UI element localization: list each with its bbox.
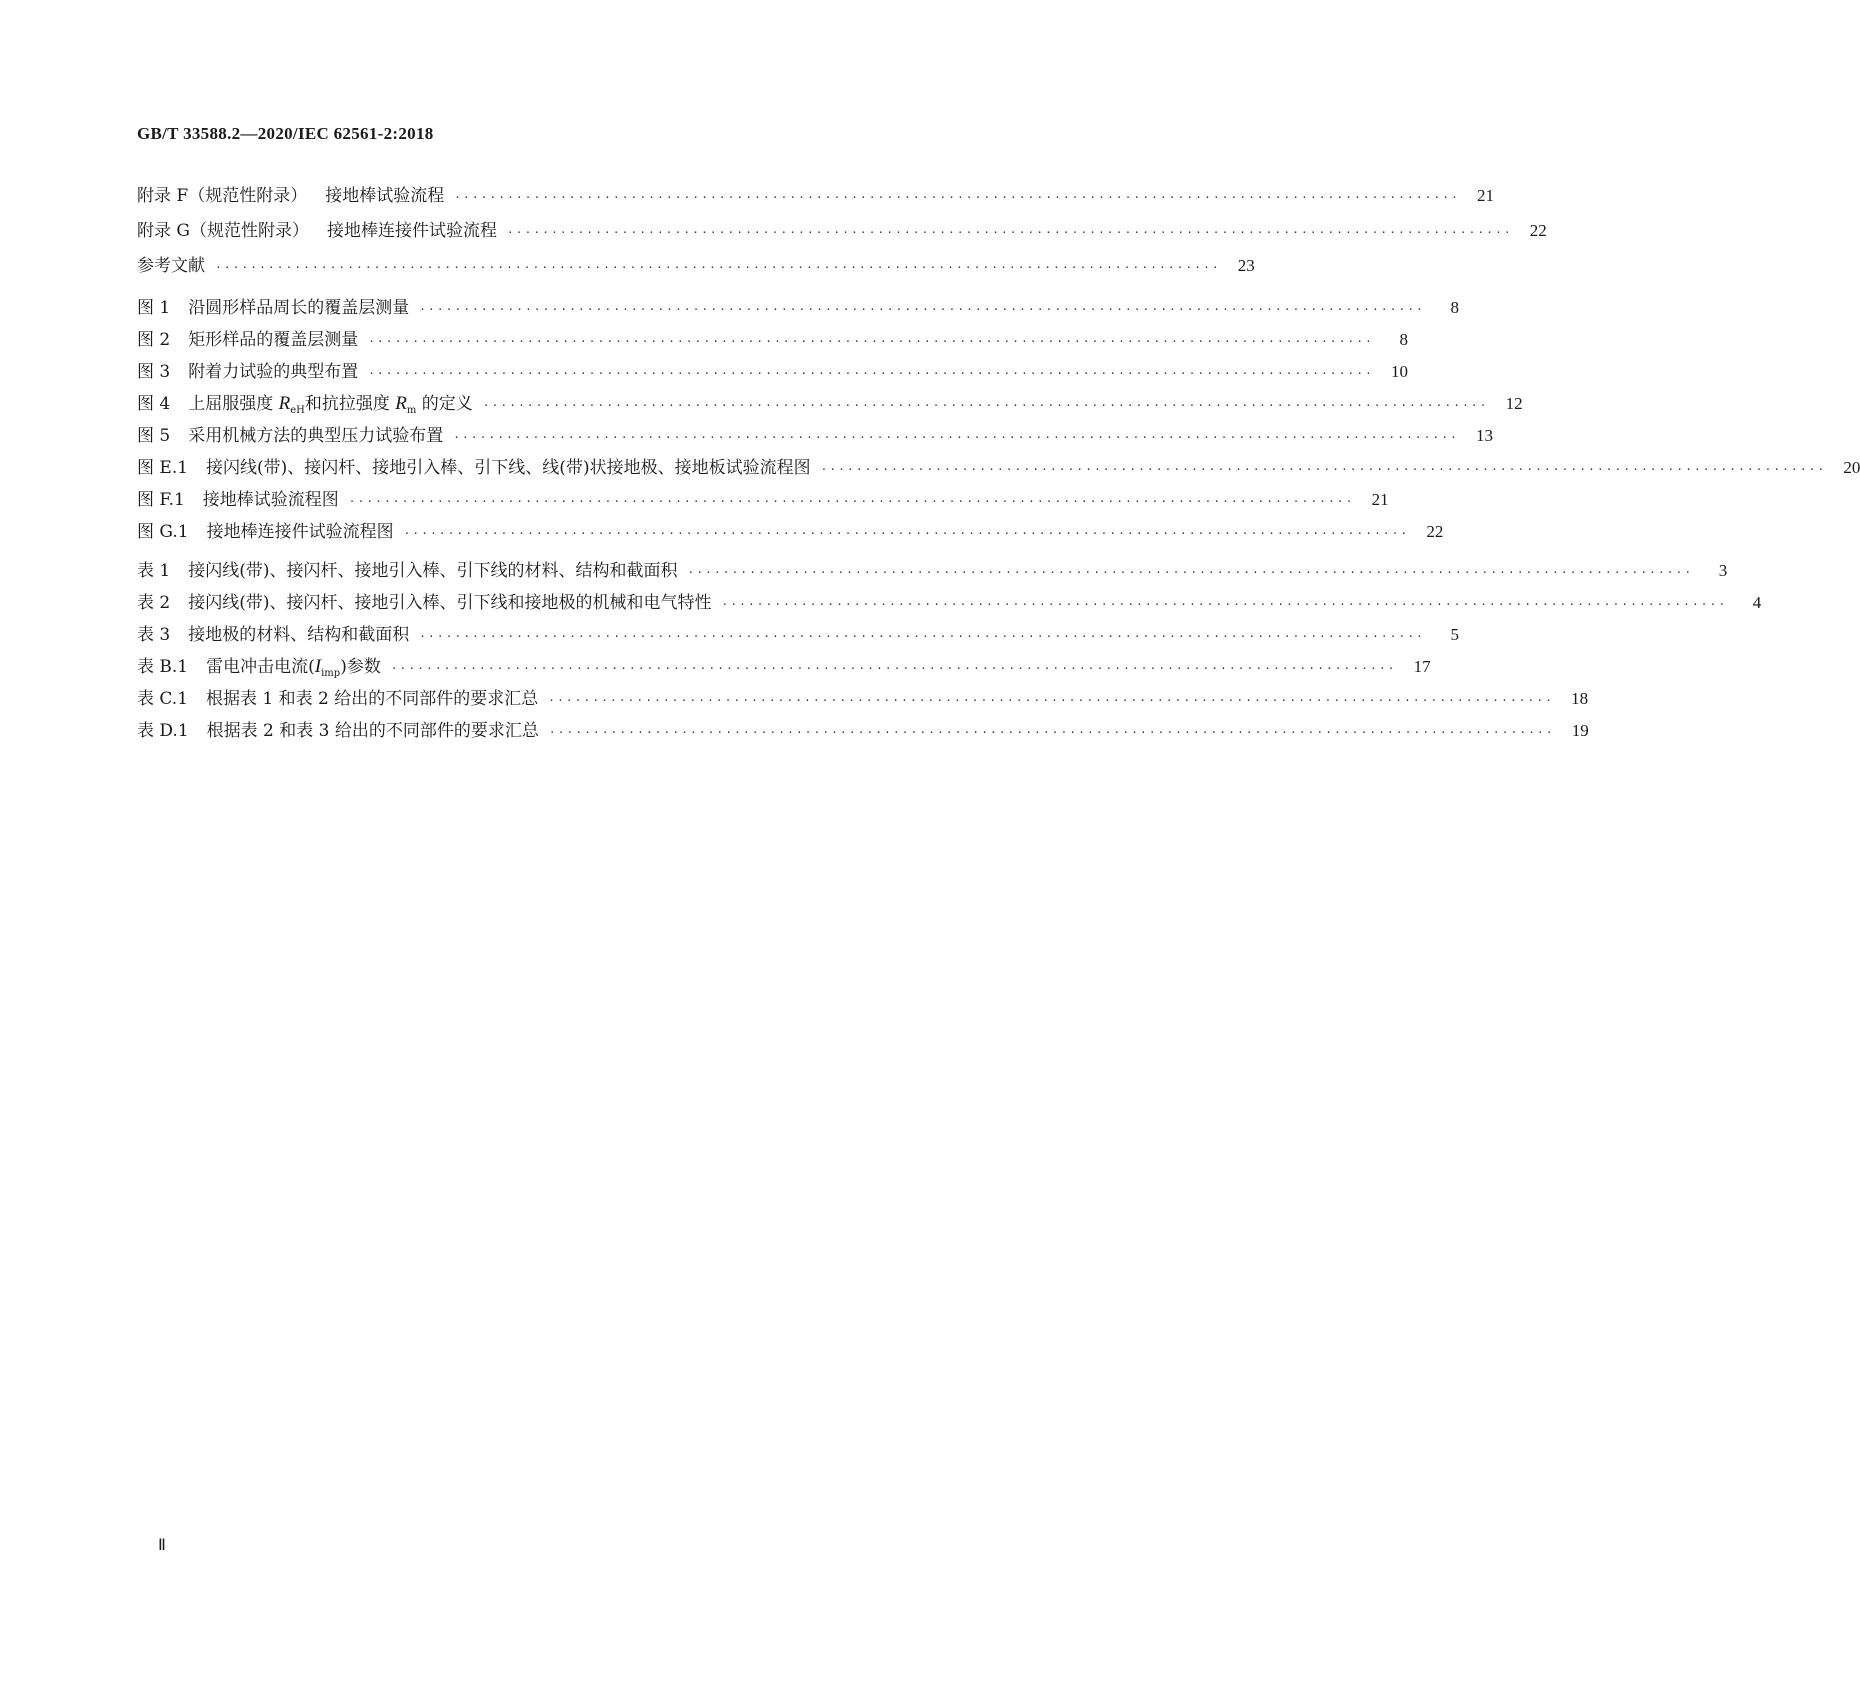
- page-number: 20: [1843, 458, 1860, 477]
- toc-entry-table-1[interactable]: [137, 555, 1728, 587]
- entry-code: 图 1: [137, 298, 171, 318]
- entry-title: 接地棒试验流程: [325, 186, 445, 206]
- footer-page-number: Ⅱ: [158, 1537, 166, 1554]
- toc-entry-appendix-g[interactable]: [137, 213, 1547, 248]
- entry-note: （规范性附录）: [189, 221, 309, 241]
- dot-leader: ··················································································································: [453, 431, 1460, 444]
- page-number: 13: [1476, 426, 1494, 445]
- page-number: 3: [1718, 561, 1728, 580]
- symbol-r: R: [278, 393, 291, 414]
- toc-entry-figure-4[interactable]: [137, 388, 1523, 420]
- page-number: 22: [1426, 522, 1444, 541]
- dot-leader: ··················································································································: [506, 226, 1513, 239]
- page-number: 5: [1450, 625, 1460, 644]
- toc-entry-table-3[interactable]: [137, 619, 1460, 651]
- dot-leader: ··················································································································: [820, 463, 1827, 476]
- dot-leader: ··················································································································: [368, 335, 1375, 348]
- symbol-i: I: [314, 656, 322, 677]
- toc-entry-figure-2[interactable]: [137, 324, 1409, 356]
- page-number: 4: [1752, 593, 1762, 612]
- toc-entry-figure-3[interactable]: [137, 356, 1409, 388]
- toc-appendix-list: [137, 178, 1547, 283]
- entry-code: 表 3: [137, 625, 171, 645]
- entry-title: 上屈服强度 $R_{eH}$和抗拉强度 $R_m$ 的定义: [188, 393, 473, 416]
- entry-title: 采用机械方法的典型压力试验布置: [188, 426, 444, 446]
- page-number: 18: [1571, 689, 1589, 708]
- entry-code: 表 B.1: [137, 657, 189, 677]
- entry-code: 图 E.1: [137, 458, 189, 478]
- entry-title: 接闪线(带)、接闪杆、接地引入棒、引下线和接地极的机械和电气特性: [188, 593, 712, 613]
- symbol-r: R: [395, 393, 407, 414]
- entry-title: 接地极的材料、结构和截面积: [188, 625, 410, 645]
- dot-leader: ··················································································································: [419, 630, 1426, 643]
- toc-entry-figure-g1[interactable]: [137, 516, 1444, 548]
- page-number: 8: [1450, 298, 1460, 317]
- page-number: 10: [1391, 362, 1409, 381]
- dot-leader: ··················································································································: [403, 527, 1410, 540]
- entry-code: 图 2: [137, 330, 171, 350]
- entry-code: 表 C.1: [137, 689, 189, 709]
- entry-code: 表 2: [137, 593, 171, 613]
- toc-entry-figure-5[interactable]: [137, 420, 1494, 452]
- dot-leader: ··················································································································: [687, 566, 1694, 579]
- toc-entry-table-b1[interactable]: [137, 651, 1431, 683]
- entry-code: 图 G.1: [137, 522, 189, 542]
- entry-code: 图 F.1: [137, 490, 185, 510]
- entry-title: 矩形样品的覆盖层测量: [188, 330, 359, 350]
- dot-leader: ··················································································································: [721, 598, 1728, 611]
- entry-code: 表 1: [137, 561, 171, 581]
- entry-code: 图 3: [137, 362, 171, 382]
- dot-leader: ··················································································································: [348, 495, 1355, 508]
- page-number: 17: [1413, 657, 1431, 676]
- toc-entry-table-c1[interactable]: [137, 683, 1589, 715]
- entry-code: 附录 F: [137, 186, 189, 206]
- entry-title: 接闪线(带)、接闪杆、接地引入棒、引下线、线(带)状接地极、接地板试验流程图: [206, 458, 811, 478]
- dot-leader: ··················································································································: [215, 261, 1221, 274]
- entry-code: 附录 G: [137, 221, 190, 241]
- entry-code: 参考文献: [137, 256, 205, 276]
- dot-leader: ··················································································································: [419, 303, 1426, 316]
- entry-title: 接地棒试验流程图: [202, 490, 339, 510]
- toc-entry-figure-1[interactable]: [137, 292, 1460, 324]
- dot-leader: ··················································································································: [482, 399, 1489, 412]
- subscript-m: m: [406, 405, 417, 416]
- page-number: 21: [1476, 186, 1494, 205]
- toc-figure-list: [137, 292, 1860, 548]
- page-number: 12: [1505, 394, 1523, 413]
- page-number: 21: [1371, 490, 1389, 509]
- entry-title: 附着力试验的典型布置: [188, 362, 359, 382]
- entry-title: 根据表 1 和表 2 给出的不同部件的要求汇总: [206, 689, 539, 709]
- dot-leader: ··················································································································: [454, 191, 1460, 204]
- toc-entry-table-d1[interactable]: [137, 715, 1589, 747]
- page-number: 19: [1571, 721, 1589, 740]
- page-number: 22: [1529, 221, 1547, 240]
- entry-code: 表 D.1: [137, 721, 189, 741]
- dot-leader: ··················································································································: [368, 367, 1375, 380]
- dot-leader: ··················································································································: [548, 694, 1555, 707]
- toc-entry-appendix-f[interactable]: [137, 178, 1494, 213]
- entry-title: 雷电冲击电流$(I_{imp})$参数: [206, 656, 381, 679]
- toc-entry-figure-e1[interactable]: [137, 452, 1860, 484]
- entry-code: 图 4: [137, 394, 171, 414]
- page-number: 8: [1399, 330, 1409, 349]
- entry-note: （规范性附录）: [188, 186, 308, 206]
- page-number: 23: [1237, 256, 1255, 275]
- entry-code: 图 5: [137, 426, 171, 446]
- toc-entry-references[interactable]: [137, 248, 1255, 283]
- entry-title: 接闪线(带)、接闪杆、接地引入棒、引下线的材料、结构和截面积: [188, 561, 678, 581]
- toc-entry-figure-f1[interactable]: [137, 484, 1389, 516]
- dot-leader: ··················································································································: [548, 726, 1555, 739]
- toc-entry-table-2[interactable]: [137, 587, 1762, 619]
- subscript-imp: imp: [321, 668, 341, 679]
- entry-title: 接地棒连接件试验流程图: [206, 522, 394, 542]
- toc-table-list: [137, 555, 1762, 747]
- entry-title: 接地棒连接件试验流程: [326, 221, 497, 241]
- entry-title: 沿圆形样品周长的覆盖层测量: [188, 298, 410, 318]
- dot-leader: ··················································································································: [390, 662, 1397, 675]
- entry-title: 根据表 2 和表 3 给出的不同部件的要求汇总: [206, 721, 539, 741]
- standard-header: GB/T 33588.2—2020/IEC 62561-2:2018: [137, 124, 434, 143]
- subscript-eh: eH: [290, 405, 305, 416]
